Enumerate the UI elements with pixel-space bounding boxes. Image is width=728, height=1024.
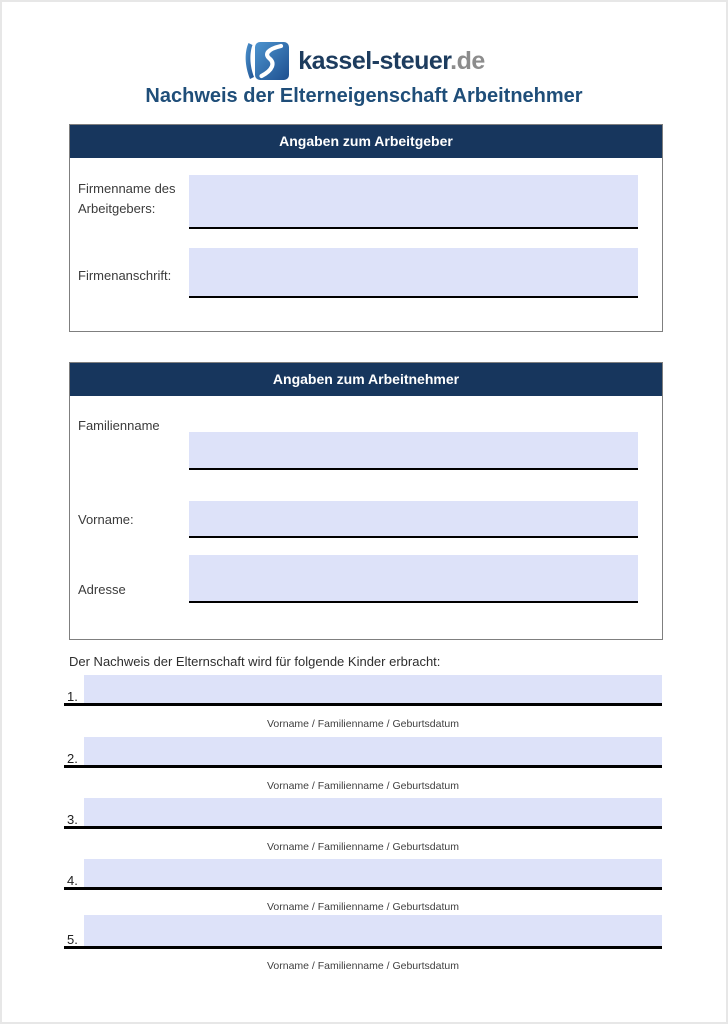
child-3-underline (64, 826, 662, 829)
adresse-label: Adresse (78, 582, 126, 597)
child-1-underline (64, 703, 662, 706)
child-4-underline (64, 887, 662, 890)
child-2-input[interactable] (84, 737, 662, 765)
brand-name: kassel-steuer (298, 46, 451, 75)
child-1-input[interactable] (84, 675, 662, 703)
children-intro-text: Der Nachweis der Elternschaft wird für folgende Kinder erbracht: (69, 654, 441, 669)
employee-section-header: Angaben zum Arbeitnehmer (70, 363, 662, 396)
employer-section-header: Angaben zum Arbeitgeber (70, 125, 662, 158)
child-2-underline (64, 765, 662, 768)
child-row (64, 915, 662, 949)
employer-section (69, 124, 663, 332)
brand-tld: .de (450, 46, 485, 75)
adresse-input[interactable] (189, 555, 638, 603)
logo (2, 42, 726, 80)
firmenname-label: Firmenname des Arbeitgebers: (78, 181, 176, 217)
child-5-input[interactable] (84, 915, 662, 946)
child-4-caption: Vorname / Familienname / Geburtsdatum (266, 901, 459, 913)
familienname-input[interactable] (189, 432, 638, 470)
employee-section (69, 362, 663, 640)
vorname-label: Vorname: (78, 512, 134, 527)
child-5-number: 5. (67, 932, 78, 947)
child-1-number: 1. (67, 689, 78, 704)
ks-logo-icon (243, 42, 289, 80)
child-3-caption: Vorname / Familienname / Geburtsdatum (266, 841, 459, 853)
child-4-input[interactable] (84, 859, 662, 887)
child-row (64, 737, 662, 768)
firmenanschrift-label: Firmenanschrift: (78, 268, 172, 283)
page-title: Nachweis der Elterneigenschaft Arbeitnehmer (145, 85, 583, 107)
child-row (64, 859, 662, 890)
child-2-number: 2. (67, 751, 78, 766)
child-5-underline (64, 946, 662, 949)
child-3-number: 3. (67, 812, 78, 827)
firmenname-input[interactable] (189, 175, 638, 229)
child-1-caption: Vorname / Familienname / Geburtsdatum (266, 718, 459, 730)
child-row (64, 798, 662, 829)
child-row (64, 675, 662, 706)
firmenanschrift-input[interactable] (189, 248, 638, 298)
child-3-input[interactable] (84, 798, 662, 826)
child-4-number: 4. (67, 873, 78, 888)
familienname-label: Familienname (78, 418, 160, 433)
child-5-caption: Vorname / Familienname / Geburtsdatum (266, 960, 459, 972)
child-2-caption: Vorname / Familienname / Geburtsdatum (266, 780, 459, 792)
vorname-input[interactable] (189, 501, 638, 538)
